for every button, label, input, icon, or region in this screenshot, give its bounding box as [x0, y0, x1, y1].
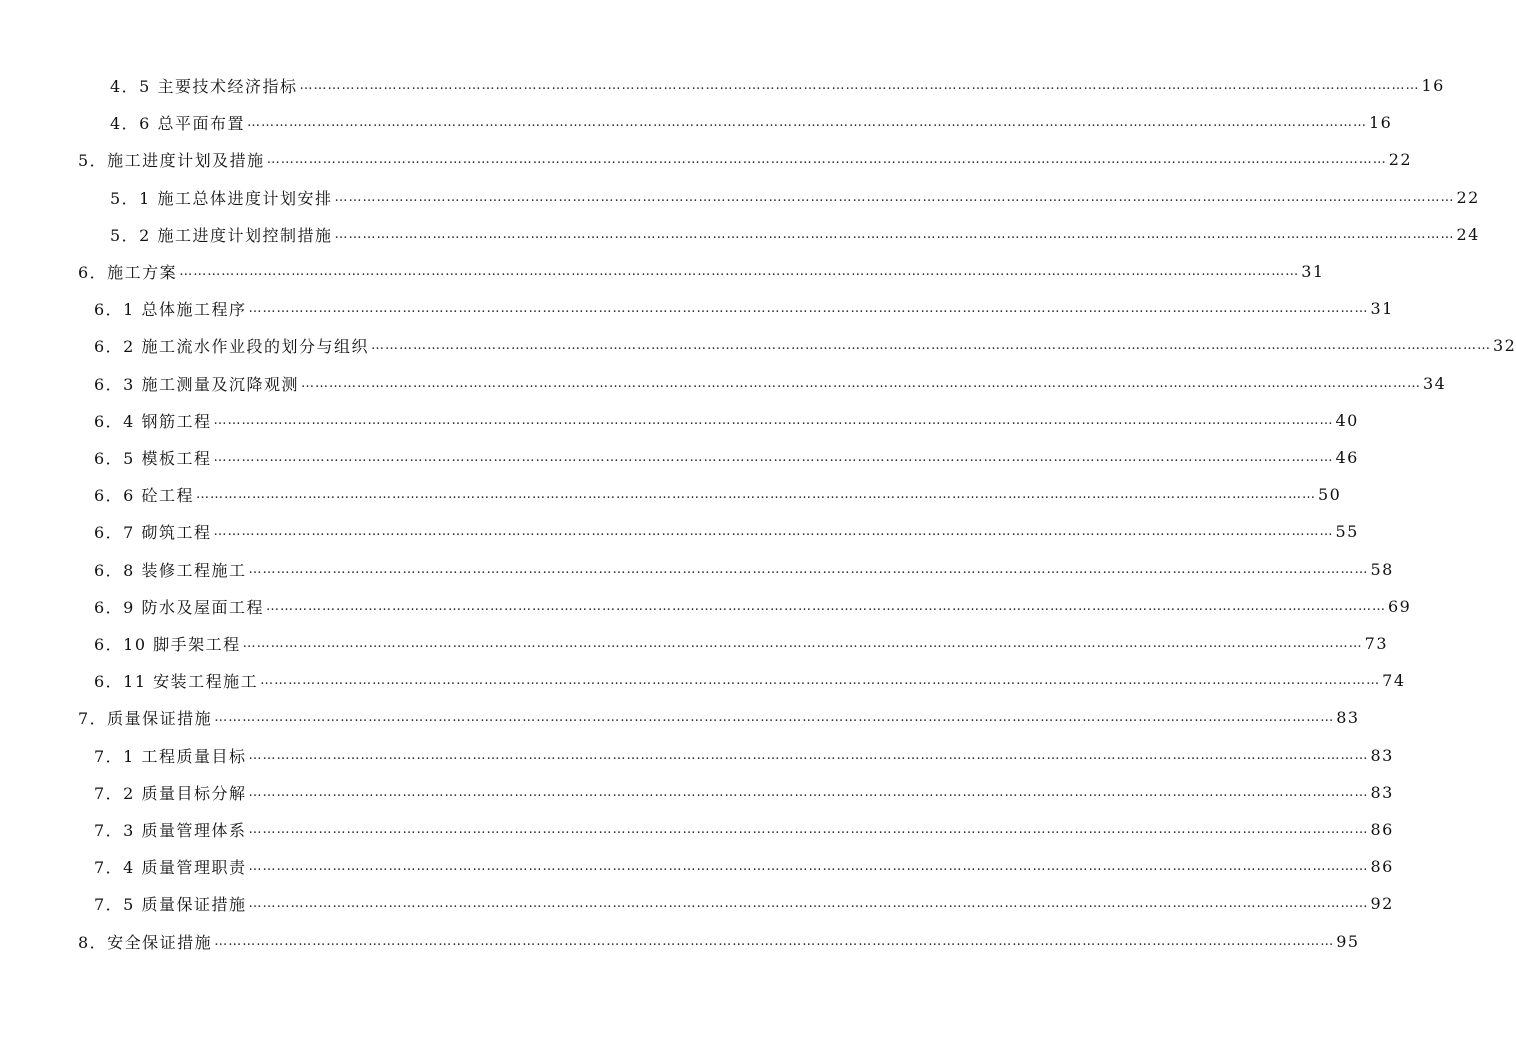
toc-entry[interactable]	[78, 926, 1360, 956]
toc-entry-label: 6．8 装修工程施工	[94, 560, 247, 580]
toc-entry-page: 83	[1370, 745, 1394, 765]
toc-entry-label: 6．9 防水及屋面工程	[94, 597, 264, 617]
toc-entry-page: 73	[1364, 633, 1388, 653]
toc-entry-label: 6．2 施工流水作业段的划分与组织	[94, 336, 369, 356]
dot-leader: ……………………………………………………………………………………………………………………………………………………………………………………………………………………	[214, 933, 1335, 949]
dot-leader: ……………………………………………………………………………………………………………………………………………………………………………………………………………………	[248, 300, 1369, 316]
dot-leader: ……………………………………………………………………………………………………………………………………………………………………………………………………………………	[248, 747, 1369, 763]
dot-leader: ……………………………………………………………………………………………………………………………………………………………………………………………………………………	[195, 486, 1316, 502]
dot-leader: ……………………………………………………………………………………………………………………………………………………………………………………………………………………	[248, 561, 1369, 577]
toc-entry[interactable]	[94, 777, 1394, 807]
dot-leader: ……………………………………………………………………………………………………………………………………………………………………………………………………………………	[248, 858, 1369, 874]
toc-entry-page: 16	[1368, 112, 1393, 132]
dot-leader: ……………………………………………………………………………………………………………………………………………………………………………………………………………………	[266, 151, 1387, 167]
toc-entry-page: 86	[1370, 819, 1394, 839]
toc-entry[interactable]	[94, 628, 1388, 658]
toc-entry[interactable]	[94, 368, 1447, 398]
dot-leader: ……………………………………………………………………………………………………………………………………………………………………………………………………………………	[260, 672, 1381, 688]
dot-leader: ……………………………………………………………………………………………………………………………………………………………………………………………………………………	[300, 375, 1421, 391]
toc-entry-page: 58	[1370, 559, 1394, 579]
toc-entry-page: 32	[1492, 335, 1516, 355]
dot-leader: ……………………………………………………………………………………………………………………………………………………………………………………………………………………	[370, 337, 1491, 353]
toc-entry-page: 92	[1370, 893, 1394, 913]
toc-entry-label: 8．安全保证措施	[78, 932, 213, 952]
toc-entry-label: 7．5 质量保证措施	[94, 894, 247, 914]
toc-entry[interactable]	[94, 479, 1342, 509]
dot-leader: ……………………………………………………………………………………………………………………………………………………………………………………………………………………	[213, 523, 1334, 539]
toc-entry[interactable]	[94, 665, 1406, 695]
toc-entry-page: 34	[1422, 373, 1447, 393]
toc-entry-label: 4．5 主要技术经济指标	[110, 76, 298, 96]
dot-leader: ……………………………………………………………………………………………………………………………………………………………………………………………………………………	[213, 412, 1334, 428]
toc-entry[interactable]	[94, 330, 1516, 360]
toc-entry-page: 86	[1370, 856, 1394, 876]
toc-entry[interactable]	[110, 70, 1445, 100]
toc-entry-label: 6．施工方案	[78, 262, 178, 282]
toc-entry-label: 6．7 砌筑工程	[94, 522, 212, 542]
toc-entry[interactable]	[110, 182, 1480, 212]
dot-leader: ……………………………………………………………………………………………………………………………………………………………………………………………………………………	[214, 709, 1335, 725]
toc-entry-page: 69	[1387, 596, 1412, 616]
dot-leader: ……………………………………………………………………………………………………………………………………………………………………………………………………………………	[334, 189, 1455, 205]
toc-entry[interactable]	[110, 219, 1480, 249]
toc-entry-page: 24	[1456, 224, 1480, 244]
dot-leader: ……………………………………………………………………………………………………………………………………………………………………………………………………………………	[299, 77, 1420, 93]
toc-entry-page: 83	[1370, 782, 1394, 802]
toc-entry[interactable]	[78, 256, 1325, 286]
toc-entry-label: 6．6 砼工程	[94, 485, 194, 505]
toc-entry-label: 7．2 质量目标分解	[94, 783, 247, 803]
toc-entry-page: 74	[1382, 670, 1406, 690]
toc-entry-label: 6．10 脚手架工程	[94, 634, 241, 654]
toc-entry-label: 6．1 总体施工程序	[94, 299, 247, 319]
toc-entry-page: 40	[1335, 410, 1359, 430]
toc-entry-label: 5．1 施工总体进度计划安排	[110, 188, 333, 208]
dot-leader: ……………………………………………………………………………………………………………………………………………………………………………………………………………………	[179, 263, 1300, 279]
toc-entry-page: 50	[1317, 484, 1342, 504]
toc-entry-label: 6．5 模板工程	[94, 448, 212, 468]
toc-entry[interactable]	[78, 702, 1360, 732]
toc-entry[interactable]	[94, 293, 1394, 323]
toc-entry[interactable]	[94, 554, 1394, 584]
toc-entry-page: 83	[1336, 707, 1360, 727]
toc-entry-page: 16	[1421, 75, 1445, 95]
toc-entry-page: 31	[1370, 298, 1394, 318]
toc-entry[interactable]	[94, 442, 1359, 472]
toc-entry-label: 7．3 质量管理体系	[94, 820, 247, 840]
dot-leader: ……………………………………………………………………………………………………………………………………………………………………………………………………………………	[265, 598, 1386, 614]
toc-entry[interactable]	[94, 888, 1394, 918]
toc-entry-page: 55	[1335, 521, 1359, 541]
toc-entry[interactable]	[94, 405, 1359, 435]
toc-entry[interactable]	[94, 591, 1412, 621]
dot-leader: ……………………………………………………………………………………………………………………………………………………………………………………………………………………	[242, 635, 1363, 651]
dot-leader: ……………………………………………………………………………………………………………………………………………………………………………………………………………………	[246, 114, 1367, 130]
toc-entry[interactable]	[94, 814, 1394, 844]
toc-entry-label: 5．2 施工进度计划控制措施	[110, 225, 333, 245]
toc-entry[interactable]	[94, 516, 1359, 546]
toc-entry-label: 7．4 质量管理职责	[94, 857, 247, 877]
toc-entry-label: 7．质量保证措施	[78, 708, 213, 728]
toc-entry-page: 31	[1301, 261, 1325, 281]
toc-entry[interactable]	[110, 107, 1393, 137]
toc-entry-page: 22	[1456, 187, 1480, 207]
toc-entry-label: 5．施工进度计划及措施	[78, 150, 265, 170]
dot-leader: ……………………………………………………………………………………………………………………………………………………………………………………………………………………	[248, 821, 1369, 837]
toc-entry[interactable]	[94, 851, 1394, 881]
toc-entry-page: 46	[1335, 447, 1359, 467]
toc-entry-page: 22	[1388, 149, 1413, 169]
toc-entry-label: 6．4 钢筋工程	[94, 411, 212, 431]
toc-entry-label: 4．6 总平面布置	[110, 113, 245, 133]
dot-leader: ……………………………………………………………………………………………………………………………………………………………………………………………………………………	[248, 895, 1369, 911]
toc-entry-label: 6．3 施工测量及沉降观测	[94, 374, 299, 394]
toc-entry[interactable]	[94, 740, 1394, 770]
toc-entry-label: 7．1 工程质量目标	[94, 746, 247, 766]
toc-entry-page: 95	[1336, 931, 1360, 951]
dot-leader: ……………………………………………………………………………………………………………………………………………………………………………………………………………………	[213, 449, 1334, 465]
dot-leader: ……………………………………………………………………………………………………………………………………………………………………………………………………………………	[334, 226, 1455, 242]
toc-entry-label: 6．11 安装工程施工	[94, 671, 259, 691]
dot-leader: ……………………………………………………………………………………………………………………………………………………………………………………………………………………	[248, 784, 1369, 800]
toc-entry[interactable]	[78, 144, 1413, 174]
